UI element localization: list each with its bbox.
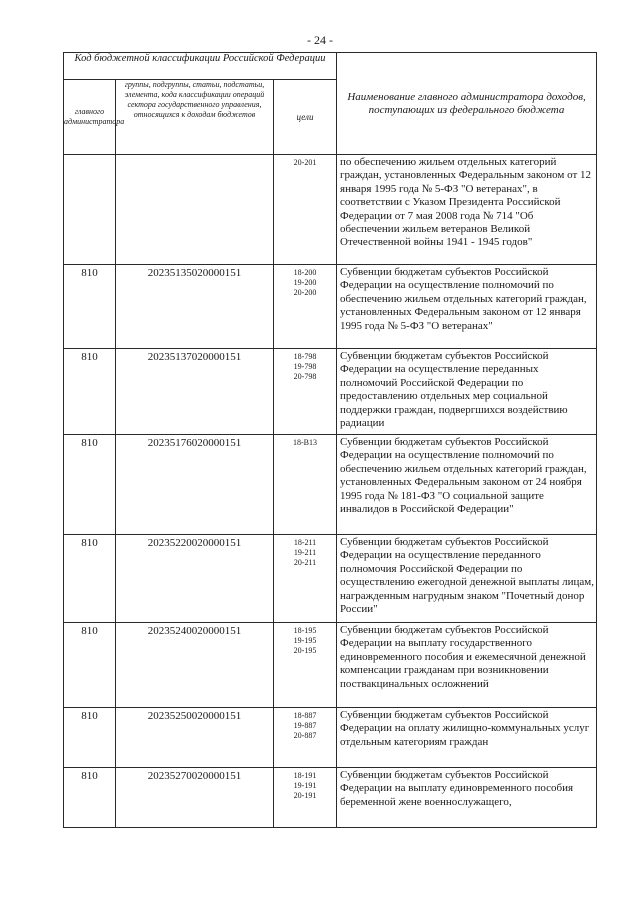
- purpose-code: 19-798: [293, 362, 317, 371]
- cell-revenue-name: Субвенции бюджетам субъектов Российской Федерации на осуществление полномочий по обеспечению жильем отдельных категорий граждан, установленных Федеральным законом от 12 января 1995 года № 5-ФЗ "О ветеранах": [337, 265, 597, 349]
- cell-budget-code: 20235240020000151: [116, 623, 274, 708]
- cell-revenue-name: Субвенции бюджетам субъектов Российской Федерации на осуществление переданного полномочия Российской Федерации по осуществлению ежегодной денежной выплаты лицам, награжденным нагрудным знаком "Почетный донор России": [337, 535, 597, 623]
- purpose-code: 18-В13: [293, 438, 317, 447]
- table-body: [64, 155, 597, 828]
- cell-purpose-codes: [274, 435, 337, 535]
- header-administrator-name: Наименование главного администратора доходов, поступающих из федерального бюджета: [337, 53, 597, 155]
- cell-revenue-name: Субвенции бюджетам субъектов Российской Федерации на осуществление переданных полномочий Российской Федерации по предоставлению отдельных мер социальной поддержки граждан, подвергшихся воздействию радиации: [337, 349, 597, 435]
- table-row: [64, 435, 597, 535]
- cell-admin-code: 810: [64, 265, 116, 349]
- cell-revenue-name: Субвенции бюджетам субъектов Российской Федерации на выплату единовременного пособия беременной жене военнослужащего,: [337, 768, 597, 828]
- purpose-code: 20-191: [293, 791, 317, 800]
- purpose-code: 18-200: [293, 268, 317, 277]
- cell-admin-code: 810: [64, 623, 116, 708]
- table-row: [64, 535, 597, 623]
- purpose-code: 19-195: [293, 636, 317, 645]
- cell-budget-code: [116, 155, 274, 265]
- cell-purpose-codes: [274, 768, 337, 828]
- table-row: [64, 349, 597, 435]
- purpose-code: 18-798: [293, 352, 317, 361]
- table-row: [64, 708, 597, 768]
- cell-purpose-codes: [274, 708, 337, 768]
- purpose-code: 20-195: [293, 646, 317, 655]
- table-row: [64, 623, 597, 708]
- cell-admin-code: 810: [64, 768, 116, 828]
- cell-purpose-codes: [274, 349, 337, 435]
- purpose-code: 20-200: [293, 288, 317, 297]
- purpose-code: 19-200: [293, 278, 317, 287]
- cell-revenue-name: Субвенции бюджетам субъектов Российской Федерации на оплату жилищно-коммунальных услуг отдельным категориям граждан: [337, 708, 597, 768]
- purpose-code: 20-201: [293, 158, 317, 167]
- cell-budget-code: 20235220020000151: [116, 535, 274, 623]
- purpose-code: 18-887: [293, 711, 317, 720]
- cell-admin-code: 810: [64, 349, 116, 435]
- purpose-code: 20-798: [293, 372, 317, 381]
- purpose-code: 18-211: [293, 538, 317, 547]
- page-number: - 24 -: [307, 33, 333, 47]
- header-purpose: цели: [274, 80, 337, 155]
- header-groups: группы, подгруппы, статьи, подстатьи, элемента, кода классификации операций сектора государственного управления, относящихся к доходам бюджетов: [116, 80, 274, 155]
- cell-budget-code: 20235135020000151: [116, 265, 274, 349]
- cell-purpose-codes: [274, 623, 337, 708]
- cell-budget-code: 20235250020000151: [116, 708, 274, 768]
- cell-budget-code: 20235270020000151: [116, 768, 274, 828]
- cell-budget-code: 20235137020000151: [116, 349, 274, 435]
- cell-admin-code: 810: [64, 435, 116, 535]
- cell-purpose-codes: [274, 265, 337, 349]
- cell-revenue-name: по обеспечению жильем отдельных категорий граждан, установленных Федеральным законом от 12 января 1995 года № 5-ФЗ "О ветеранах", в соответствии с Указом Президента Российской Федерации от 7 мая 2008 года № 714 "Об обеспечении жильем ветеранов Великой Отечественной войны 1941 - 1945 годов": [337, 155, 597, 265]
- cell-admin-code: 810: [64, 535, 116, 623]
- header-code-group: Код бюджетной классификации Российской Федерации: [64, 53, 337, 80]
- header-main-administrator: главного администратора: [64, 80, 116, 155]
- purpose-code: 19-887: [293, 721, 317, 730]
- cell-purpose-codes: [274, 155, 337, 265]
- table-row: [64, 155, 597, 265]
- cell-purpose-codes: [274, 535, 337, 623]
- purpose-code: 19-211: [293, 548, 317, 557]
- cell-admin-code: [64, 155, 116, 265]
- budget-classification-table: [63, 52, 597, 828]
- table-row: [64, 768, 597, 828]
- purpose-code: 18-195: [293, 626, 317, 635]
- cell-revenue-name: Субвенции бюджетам субъектов Российской Федерации на осуществление полномочий по обеспечению жильем отдельных категорий граждан, установленных Федеральным законом от 24 ноября 1995 года № 181-ФЗ "О социальной защите инвалидов в Российской Федерации": [337, 435, 597, 535]
- purpose-code: 20-211: [293, 558, 317, 567]
- purpose-code: 18-191: [293, 771, 317, 780]
- cell-revenue-name: Субвенции бюджетам субъектов Российской Федерации на выплату государственного единовременного пособия и ежемесячной денежной компенсации гражданам при возникновении поствакцинальных осложнений: [337, 623, 597, 708]
- table-row: [64, 265, 597, 349]
- purpose-code: 19-191: [293, 781, 317, 790]
- cell-admin-code: 810: [64, 708, 116, 768]
- cell-budget-code: 20235176020000151: [116, 435, 274, 535]
- purpose-code: 20-887: [293, 731, 317, 740]
